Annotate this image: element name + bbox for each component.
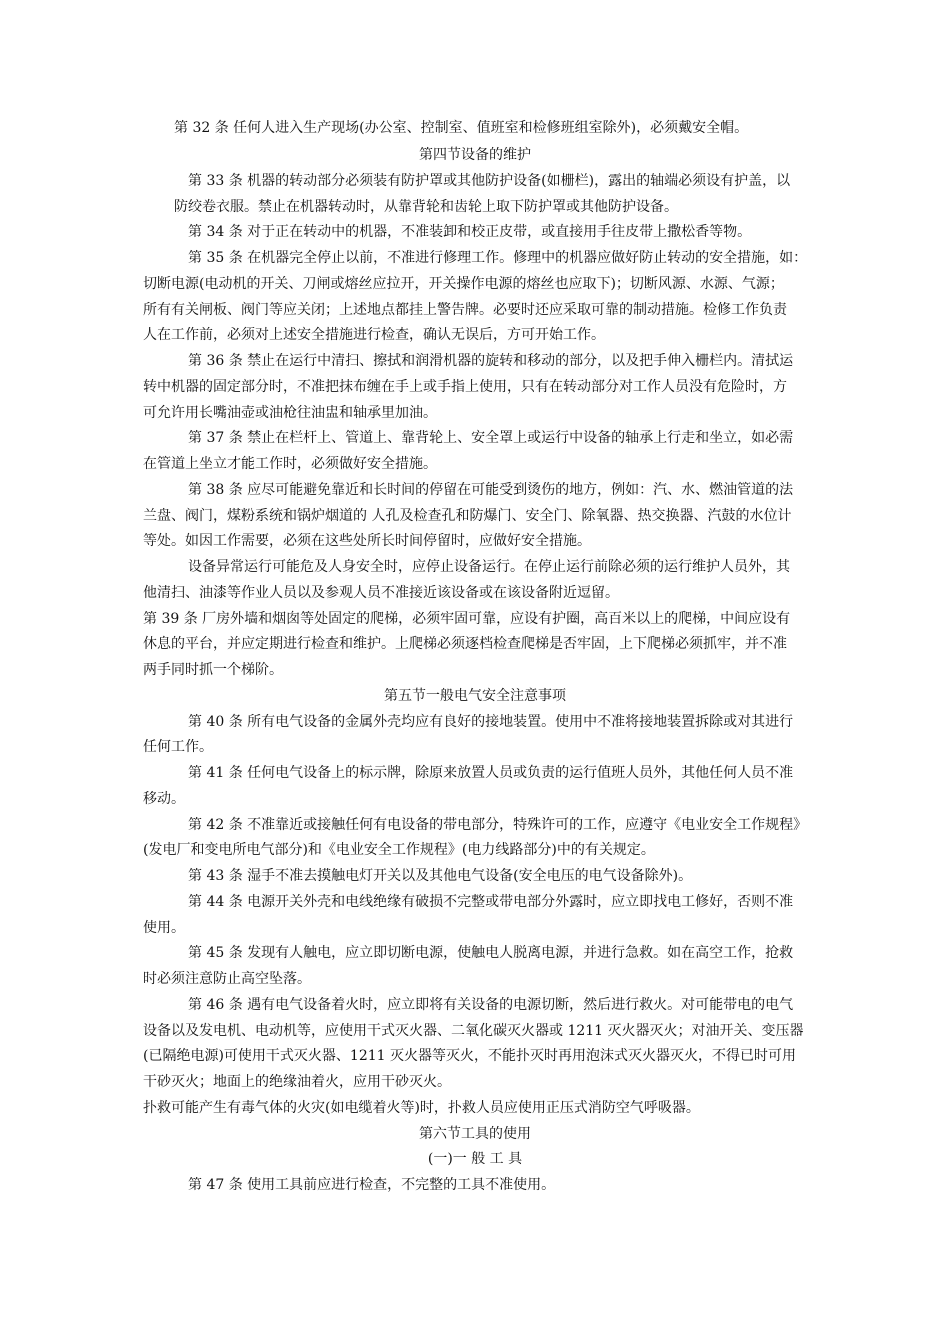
article-33-line-2: 防绞卷衣服。禁止在机器转动时，从靠背轮和齿轮上取下防护罩或其他防护设备。 [174,199,678,215]
article-46-line-2: 设备以及发电机、电动机等，应使用干式灭火器、二氧化碳灭火器或 1211 灭火器灭火；对油开关、变压器 [143,1023,804,1039]
article-37-line-1: 第 37 条 禁止在栏杆上、管道上、靠背轮上、安全罩上或运行中设备的轴承上行走和坐立，如必需 [188,430,794,446]
article-36-line-1: 第 36 条 禁止在运行中清扫、擦拭和润滑机器的旋转和移动的部分，以及把手伸入栅栏内。清拭运 [188,353,794,369]
abnormal-operation-line-1: 设备异常运行可能危及人身安全时，应停止设备运行。在停止运行前除必须的运行维护人员外，其 [188,559,790,575]
article-34: 第 34 条 对于正在转动中的机器，不准装卸和校正皮带，或直接用手往皮带上撒松香等物。 [188,224,752,240]
article-38-line-3: 等处。如因工作需要，必须在这些处所长时间停留时，应做好安全措施。 [143,533,591,549]
article-46-line-3: (已隔绝电源)可使用干式灭火器、1211 灭火器等灭火，不能扑灭时再用泡沫式灭火器灭火，不得已时可用 [143,1048,797,1064]
article-39-line-1: 第 39 条 厂房外墙和烟囱等处固定的爬梯，必须牢固可靠，应设有护圈，高百米以上的爬梯，中间应设有 [143,611,791,627]
article-45-line-1: 第 45 条 发现有人触电，应立即切断电源，使触电人脱离电源，并进行急救。如在高空工作，抢救 [188,945,794,961]
article-45-line-2: 时必须注意防止高空坠落。 [143,971,311,987]
article-32: 第 32 条 任何人进入生产现场(办公室、控制室、值班室和检修班组室除外)，必须戴安全帽。 [174,120,749,136]
article-36-line-3: 可允许用长嘴油壶或油枪往油盅和轴承里加油。 [143,405,437,421]
abnormal-operation-line-2: 他清扫、油漆等作业人员以及参观人员不准接近该设备或在该设备附近逗留。 [143,585,619,601]
article-41-line-1: 第 41 条 任何电气设备上的标示牌，除原来放置人员或负责的运行值班人员外，其他任何人员不准 [188,765,794,781]
article-46-line-1: 第 46 条 遇有电气设备着火时，应立即将有关设备的电源切断，然后进行救火。对可能带电的电气 [188,997,794,1013]
article-39-line-3: 两手同时抓一个梯阶。 [143,662,283,678]
article-47: 第 47 条 使用工具前应进行检查，不完整的工具不准使用。 [188,1177,556,1193]
subsection-general-tools: (一)一 般 工 具 [427,1151,523,1167]
article-35-line-1: 第 35 条 在机器完全停止以前，不准进行修理工作。修理中的机器应做好防止转动的安全措施，如： [188,250,808,266]
article-38-line-2: 兰盘、阀门，煤粉系统和锅炉烟道的 人孔及检查孔和防爆门、安全门、除氧器、热交换器、汽鼓的水位计 [143,508,792,524]
section-5-heading: 第五节一般电气安全注意事项 [384,688,566,704]
article-40-line-1: 第 40 条 所有电气设备的金属外壳均应有良好的接地装置。使用中不准将接地装置拆除或对其进行 [188,714,794,730]
article-42-line-1: 第 42 条 不准靠近或接触任何有电设备的带电部分，特殊许可的工作，应遵守《电业安全工作规程》 [188,817,808,833]
article-33-line-1: 第 33 条 机器的转动部分必须装有防护罩或其他防护设备(如栅栏)，露出的轴端必须设有护盖，以 [188,173,791,189]
article-35-line-3: 所有有关闸板、阀门等应关闭；上述地点都挂上警告牌。必要时还应采取可靠的制动措施。检修工作负责 [143,302,787,318]
article-39-line-2: 休息的平台，并应定期进行检查和维护。上爬梯必须逐档检查爬梯是否牢固，上下爬梯必须抓牢，并不准 [143,636,787,652]
article-41-line-2: 移动。 [143,791,185,807]
article-42-line-2: (发电厂和变电所电气部分)和《电业安全工作规程》(电力线路部分)中的有关规定。 [143,842,655,858]
section-4-heading: 第四节设备的维护 [419,147,531,163]
section-6-heading: 第六节工具的使用 [419,1126,531,1142]
article-44-line-2: 使用。 [143,920,185,936]
article-38-line-1: 第 38 条 应尽可能避免靠近和长时间的停留在可能受到烫伤的地方，例如：汽、水、燃油管道的法 [188,482,794,498]
article-44-line-1: 第 44 条 电源开关外壳和电线绝缘有破损不完整或带电部分外露时，应立即找电工修好，否则不准 [188,894,794,910]
article-37-line-2: 在管道上坐立才能工作时，必须做好安全措施。 [143,456,437,472]
article-46-line-4: 干砂灭火；地面上的绝缘油着火，应用干砂灭火。 [143,1074,451,1090]
article-35-line-2: 切断电源(电动机的开关、刀闸或熔丝应拉开，开关操作电源的熔丝也应取下)；切断风源、水源、气源； [143,276,784,292]
article-35-line-4: 人在工作前，必须对上述安全措施进行检查，确认无误后，方可开始工作。 [143,327,605,343]
article-43: 第 43 条 湿手不准去摸触电灯开关以及其他电气设备(安全电压的电气设备除外)。 [188,868,693,884]
toxic-fire-rescue: 扑救可能产生有毒气体的火灾(如电缆着火等)时，扑救人员应使用正压式消防空气呼吸器。 [143,1100,700,1116]
article-36-line-2: 转中机器的固定部分时，不准把抹布缠在手上或手指上使用，只有在转动部分对工作人员没有危险时，方 [143,379,787,395]
article-40-line-2: 任何工作。 [143,739,213,755]
